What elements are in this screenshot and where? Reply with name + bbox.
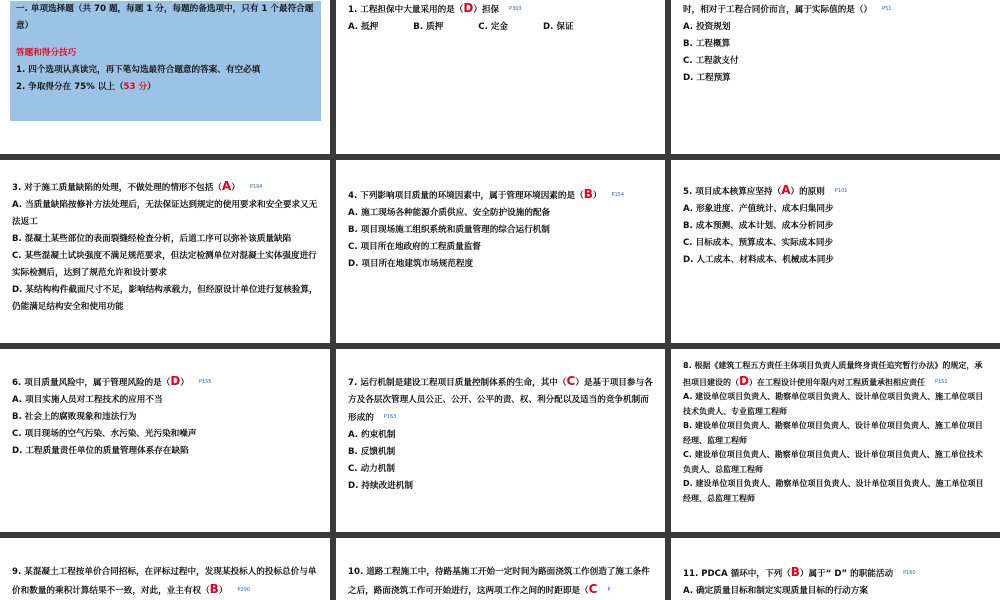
question-stem: 8. 根据《建筑工程五方责任主体项目负责人质量终身责任追究暂行办法》的规定，承担项目建设的（D）在工程设计使用年限内对工程质量承担相应责任 P151 xyxy=(683,361,983,388)
option-c: C. 某些混凝土试块强度不满足规范要求，但法定检测单位对混凝土实体强度进行实际检测后，达到了规范允许和设计要求 xyxy=(12,251,317,278)
options-row xyxy=(348,19,653,36)
question-stem: 10. 道路工程施工中，待路基施工开始一定时间为路面浇筑工作创造了施工条件之后，路面浇筑工作可开始进行，这两项工作之间的时距即是（C P xyxy=(348,567,650,596)
option-b: B. 工程概算 xyxy=(683,39,731,49)
page-ref: P xyxy=(607,587,611,593)
option-c: C. 动力机制 xyxy=(348,464,395,474)
answer-mark: A xyxy=(781,183,791,197)
option-b: B. 质押 xyxy=(413,22,444,32)
option-d: D. 人工成本、材料成本、机械成本同步 xyxy=(683,255,834,265)
option-b: B. 成本预测、成本计划、成本分析同步 xyxy=(683,221,834,231)
option-d: D. 持续改进机制 xyxy=(348,481,413,491)
slide-q6 xyxy=(0,349,330,532)
answer-mark: D xyxy=(739,373,749,388)
tips-box xyxy=(10,1,321,121)
option-a: A. 确定质量目标和制定实现质量目标的行动方案 xyxy=(683,586,868,596)
option-a: A. 抵押 xyxy=(348,22,379,32)
answer-mark: B xyxy=(209,582,219,596)
option-d: D. 建设单位项目负责人、勘察单位项目负责人、设计单位项目负责人、施工单位项目经理、总监理工程师 xyxy=(683,479,984,503)
slide-q1 xyxy=(336,0,665,154)
option-a: A. 当质量缺陷按修补方法处理后，无法保证达到规定的使用要求和安全要求又无法返工 xyxy=(12,200,318,227)
page-ref: P51 xyxy=(882,6,892,12)
page-ref: P155 xyxy=(198,379,212,385)
question-stem: 4. 下列影响项目质量的环境因素中，属于管理环境因素的是（B） P154 xyxy=(348,187,625,201)
option-a: A. 投资规划 xyxy=(683,22,731,32)
option-b: B. 反馈机制 xyxy=(348,447,396,457)
option-c: C. 定金 xyxy=(478,22,509,32)
option-d: D. 工程质量责任单位的质量管理体系存在缺陷 xyxy=(12,446,189,456)
option-d: D. 工程预算 xyxy=(683,73,731,83)
slide-q9 xyxy=(0,538,330,600)
option-a: A. 施工现场各种能源介质供应、安全防护设施的配备 xyxy=(348,208,551,218)
answer-mark: A xyxy=(221,179,232,193)
page-ref: P194 xyxy=(249,184,263,190)
section-heading: 一. 单项选择题（共 70 题，每题 1 分，每题的备选项中，只有 1 个最符合题意） xyxy=(16,4,314,31)
option-a: A. 约束机制 xyxy=(348,430,396,440)
question-stem: 1. 工程担保中大量采用的是（D）担保 P303 xyxy=(348,1,522,15)
page-ref: P290 xyxy=(237,587,250,593)
option-c: C. 目标成本、预算成本、实际成本同步 xyxy=(683,238,834,248)
answer-mark: D xyxy=(463,1,474,15)
slide-q8 xyxy=(671,349,1000,532)
page-ref: P101 xyxy=(834,188,848,194)
question-stem: 6. 项目质量风险中，属于管理风险的是（D） P155 xyxy=(12,374,212,388)
page-ref: P160 xyxy=(903,570,916,576)
page-ref: P163 xyxy=(383,414,397,420)
answer-mark: C xyxy=(566,374,576,388)
option-b: B. 混凝土某些部位的表面裂缝经检查分析，后道工序可以弥补该质量缺陷 xyxy=(12,234,292,244)
option-c: C. 工程款支付 xyxy=(683,56,739,66)
question-stem: 11. PDCA 循环中，下列（B）属于“ D” 的职能活动 P160 xyxy=(683,565,916,579)
option-b: B. 项目现场施工组织系统和质量管理的综合运行机制 xyxy=(348,225,550,235)
page-ref: P303 xyxy=(509,6,522,12)
slide-q5 xyxy=(671,160,1000,343)
option-c: C. 建设单位项目负责人、勘察单位项目负责人、设计单位项目负责人、施工单位技术负责人、总监理工程师 xyxy=(683,450,983,474)
answer-mark: D xyxy=(170,374,181,388)
option-c: C. 项目现场的空气污染、水污染、光污染和噪声 xyxy=(12,429,197,439)
answer-mark: C xyxy=(588,582,598,596)
tips-title: 答题和得分技巧 xyxy=(16,48,77,58)
option-c: C. 项目所在地政府的工程质量监督 xyxy=(348,242,481,252)
question-stem: 7. 运行机制是建设工程项目质量控制体系的生命，其中（C）是基于项目参与各方及各层次管理人员公正、公开、公平的责、权、利分配以及适当的竞争机制而形成的 P163 xyxy=(348,374,653,423)
option-d: D. 保证 xyxy=(543,22,574,32)
slide-q7 xyxy=(336,349,665,532)
score-target: 53 分 xyxy=(123,82,148,92)
tip-2: 2. 争取得分在 75% 以上（53 分） xyxy=(16,82,156,92)
option-b: B. 建设单位项目负责人、勘察单位项目负责人、设计单位项目负责人、施工单位项目经理、监理工程师 xyxy=(683,421,983,445)
option-a: A. 形象进度、产值统计、成本归集同步 xyxy=(683,204,834,214)
slide-q2 xyxy=(671,0,1000,154)
slide-q3 xyxy=(0,160,330,343)
option-a: A. 建设单位项目负责人、勘察单位项目负责人、设计单位项目负责人、施工单位项目技术负责人、专业监理工程师 xyxy=(683,392,984,416)
option-d: D. 项目所在地建筑市场规范程度 xyxy=(348,259,474,269)
question-stem: 9. 某混凝土工程按单价合同招标，在评标过程中，发现某投标人的投标总价与单价和数量的乘积计算结果不一致，对此，业主有权（B） P290 xyxy=(12,567,317,596)
slide-q11 xyxy=(671,538,1000,600)
slide-q10 xyxy=(336,538,665,600)
slide-intro xyxy=(0,0,330,154)
option-d: D. 某结构构件截面尺寸不足，影响结构承载力，但经原设计单位进行复核验算，仍能满足结构安全和使用功能 xyxy=(12,285,318,312)
answer-mark: B xyxy=(790,565,800,579)
page-ref: P151 xyxy=(934,378,948,385)
question-stem: 5. 项目成本核算应坚持（A）的原则 P101 xyxy=(683,183,848,197)
answer-mark: B xyxy=(583,187,593,201)
slide-q4 xyxy=(336,160,665,343)
option-a: A. 项目实施人员对工程技术的应用不当 xyxy=(12,395,163,405)
question-stem: 3. 对于施工质量缺陷的处理，不做处理的情形不包括（A） P194 xyxy=(12,179,263,193)
page-ref: P154 xyxy=(611,192,625,198)
option-b: B. 社会上的腐败现象和违法行为 xyxy=(12,412,137,422)
question-stem: 时，相对于工程合同价而言，属于实际值的是（） P51 xyxy=(683,5,892,15)
tip-1: 1. 四个选项认真读完，再下笔勾选最符合题意的答案、有空必填 xyxy=(16,65,261,75)
